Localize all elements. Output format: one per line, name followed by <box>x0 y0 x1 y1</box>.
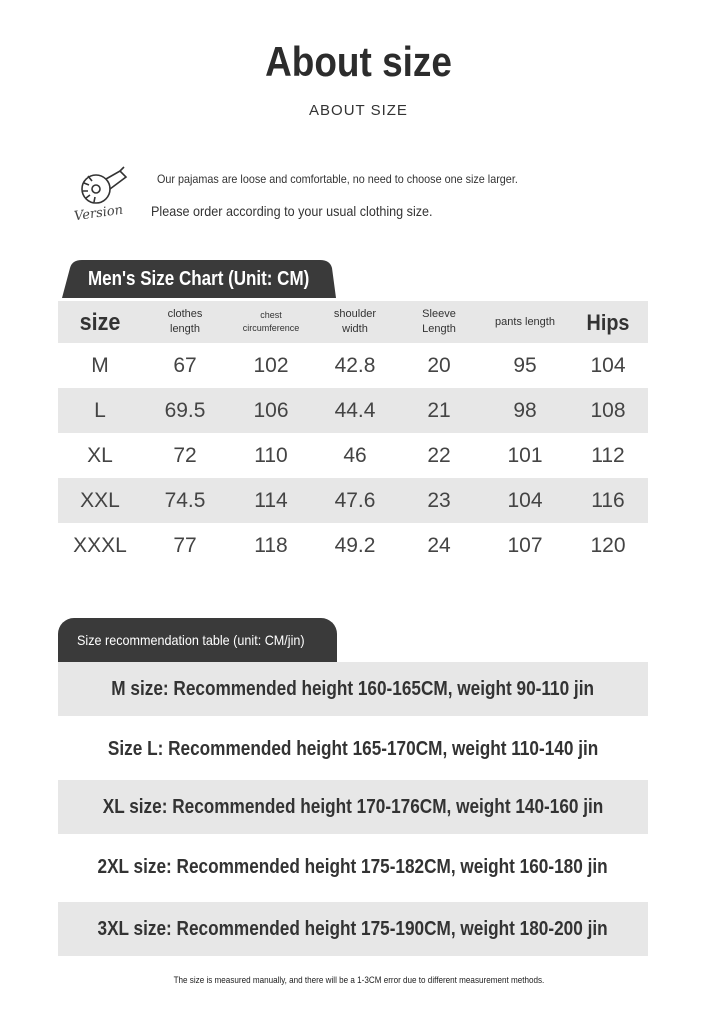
header-pants: pants length <box>495 315 555 328</box>
cell-clothes: 69.5 <box>164 398 206 422</box>
header-chest: chest circumference <box>242 310 300 333</box>
recommendation-banner <box>58 618 337 662</box>
cell-shoulder: 44.4 <box>334 398 376 422</box>
cell-chest: 110 <box>254 443 288 467</box>
cell-size: XXL <box>80 488 120 512</box>
cell-pants: 104 <box>507 488 543 512</box>
cell-hips: 104 <box>590 353 626 377</box>
cell-pants: 98 <box>513 398 537 422</box>
size-chart-title: Men's Size Chart (Unit: CM) <box>88 268 310 290</box>
cell-pants: 107 <box>507 533 543 557</box>
cell-size: XL <box>87 443 113 467</box>
cell-shoulder: 49.2 <box>334 533 376 557</box>
page-subtitle: ABOUT SIZE <box>309 102 408 119</box>
recommendation-text: M size: Recommended height 160-165CM, weight 90-110 jin <box>111 677 595 700</box>
size-chart-banner <box>58 258 334 300</box>
cell-hips: 120 <box>590 533 626 557</box>
cell-clothes: 67 <box>173 353 197 377</box>
recommendation-item <box>58 722 648 776</box>
recommendation-text: 2XL size: Recommended height 175-182CM, weight 160-180 jin <box>97 855 609 878</box>
table-header-row <box>58 301 648 343</box>
cell-chest: 106 <box>253 398 289 422</box>
table-row <box>58 478 648 523</box>
cell-chest: 118 <box>254 533 288 557</box>
cell-shoulder: 47.6 <box>334 488 376 512</box>
size-chart-table <box>58 301 648 568</box>
recommendation-item <box>58 662 648 716</box>
cell-sleeve: 24 <box>427 533 451 557</box>
cell-hips: 112 <box>591 443 625 467</box>
cell-chest: 102 <box>253 353 289 377</box>
cell-size: M <box>91 353 109 377</box>
recommendation-item <box>58 840 648 894</box>
header-clothes-length: clothes length <box>167 308 203 335</box>
cell-pants: 95 <box>513 353 537 377</box>
cell-sleeve: 23 <box>427 488 451 512</box>
intro-note-2: Please order according to your usual clothing size. <box>151 203 433 219</box>
cell-clothes: 74.5 <box>164 488 206 512</box>
cell-size: XXXL <box>73 533 127 557</box>
table-row <box>58 388 648 433</box>
footnote <box>0 975 717 985</box>
cell-hips: 108 <box>590 398 626 422</box>
recommendation-text: XL size: Recommended height 170-176CM, weight 140-160 jin <box>102 795 604 818</box>
recommendation-text: Size L: Recommended height 165-170CM, weight 110-140 jin <box>107 737 599 760</box>
cell-pants: 101 <box>507 443 543 467</box>
cell-shoulder: 46 <box>343 443 367 467</box>
table-row <box>58 523 648 568</box>
cell-sleeve: 20 <box>427 353 451 377</box>
cell-clothes: 72 <box>173 443 197 467</box>
cell-shoulder: 42.8 <box>334 353 376 377</box>
cell-clothes: 77 <box>173 533 197 557</box>
header-hips: Hips <box>586 309 630 335</box>
header-shoulder: shoulder width <box>333 308 377 335</box>
cell-sleeve: 21 <box>427 398 451 422</box>
footnote-text: The size is measured manually, and there will be a 1-3CM error due to different measurement methods. <box>173 975 544 985</box>
cell-chest: 114 <box>254 488 288 512</box>
table-row <box>58 343 648 388</box>
header-sleeve: Sleeve Length <box>422 308 456 335</box>
recommendation-item <box>58 780 648 834</box>
recommendation-text: 3XL size: Recommended height 175-190CM, weight 180-200 jin <box>97 917 609 940</box>
recommendation-item <box>58 902 648 956</box>
header-size: size <box>79 308 121 336</box>
cell-hips: 116 <box>591 488 625 512</box>
recommendation-title: Size recommendation table (unit: CM/jin) <box>77 632 305 648</box>
cell-sleeve: 22 <box>427 443 451 467</box>
table-row <box>58 433 648 478</box>
cell-size: L <box>94 398 106 422</box>
icon-caption: Version <box>73 202 124 225</box>
intro-note-1: Our pajamas are loose and comfortable, no need to choose one size larger. <box>157 172 518 186</box>
page-title: About size <box>265 38 452 85</box>
